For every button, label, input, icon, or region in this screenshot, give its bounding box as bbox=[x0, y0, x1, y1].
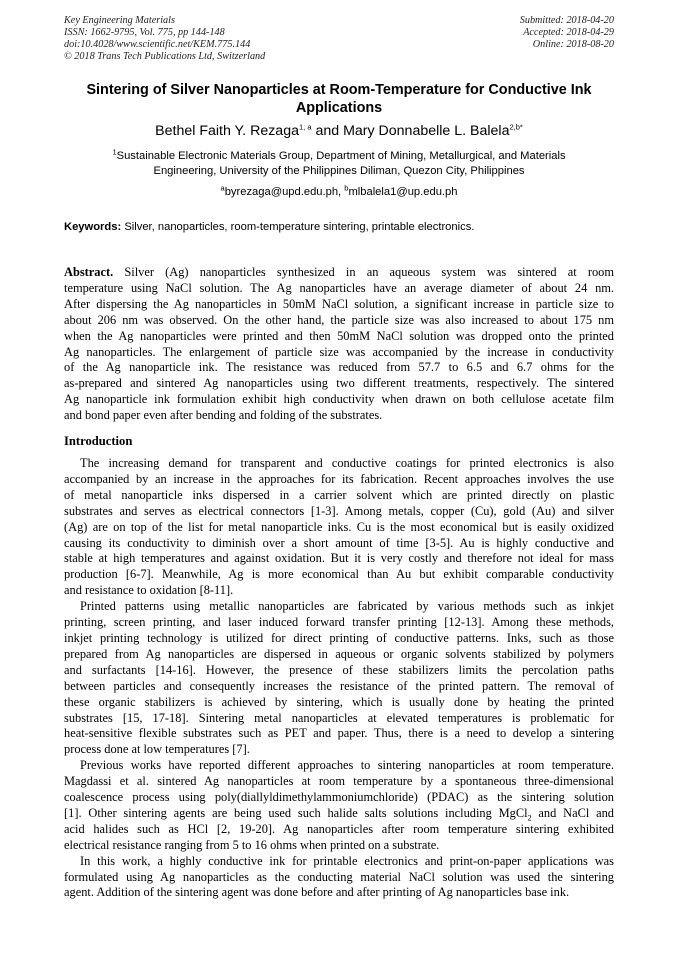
paragraph-line: causing its conductivity to diminish over a short amount of time [3-5]. Au is highly conductive and bbox=[64, 535, 614, 550]
submitted-date: Submitted: 2018-04-20 bbox=[519, 15, 614, 26]
paragraph-line: between particles and consequently increases the resistance of the printed pattern. The removal of bbox=[64, 678, 614, 693]
paragraph-line: coalescence process using poly(diallyldimethylammoniumchloride) (PDAC) as the sintering solution bbox=[64, 790, 614, 805]
paragraph-line: stable at high temperatures and against oxidation. But it is very costly and therefore not ideal for mass bbox=[64, 551, 614, 566]
submission-dates bbox=[520, 15, 614, 51]
author-emails bbox=[64, 185, 614, 200]
introduction-heading: Introduction bbox=[64, 434, 133, 448]
author-list bbox=[64, 122, 614, 140]
journal-header bbox=[64, 15, 265, 63]
author-separator: and bbox=[311, 123, 344, 139]
abstract-line: when the Ag nanoparticles were printed and then 50mM NaCl solution was dropped onto the printed bbox=[64, 328, 614, 343]
email-b-mark: b bbox=[344, 183, 349, 193]
abstract bbox=[64, 265, 614, 424]
abstract-line: and bond paper even after bending and folding of the substrates. bbox=[64, 408, 383, 423]
paper-title: Sintering of Silver Nanoparticles at Room-Temperature for Conductive Ink Applications bbox=[86, 82, 592, 116]
online-date: Online: 2018-08-20 bbox=[532, 39, 614, 50]
abstract-line: Abstract. Silver (Ag) nanoparticles synthesized in an aqueous system was sintered at room bbox=[64, 265, 614, 279]
author-1: Bethel Faith Y. Rezaga bbox=[155, 123, 299, 139]
abstract-line: After dispersing the Ag nanoparticles in 50mM NaCl solution, a significant increase in particle size to bbox=[64, 296, 614, 311]
author-2: Mary Donnabelle L. Balela bbox=[343, 123, 510, 139]
accepted-date: Accepted: 2018-04-29 bbox=[523, 27, 614, 38]
paragraph-line: In this work, a highly conductive ink for printable electronics and print-on-paper applications was bbox=[80, 853, 614, 868]
paragraph-line: of metal nanoparticle inks dispersed in a carrier solvent which are printed directly on plastic bbox=[64, 487, 614, 502]
keywords-text: Silver, nanoparticles, room-temperature sintering, printable electronics. bbox=[124, 221, 475, 233]
journal-copyright: © 2018 Trans Tech Publications Ltd, Switzerland bbox=[64, 51, 266, 62]
paragraph-line: [1]. Other sintering agents are being used such halide salts solutions including MgCl$_2$ and NaCl and bbox=[64, 805, 614, 823]
paragraph-line: heat-sensitive flexible substrates such as PET and paper. Thus, there is a need to develop a sintering bbox=[64, 726, 614, 741]
journal-doi: doi:10.4028/www.scientific.net/KEM.775.144 bbox=[64, 39, 251, 50]
paragraph-line: agent. Addition of the sintering agent was done before and after printing of Ag nanoparticles base ink. bbox=[64, 885, 570, 900]
abstract-line: as-prepared and sintered Ag nanoparticles using two different treatments, respectively. The sintered bbox=[64, 376, 614, 391]
paragraph-line: electrical resistance ranging from 5 to 16 ohms when printed on a substrate. bbox=[64, 837, 440, 852]
author-1-affiliation-mark: 1, a bbox=[298, 122, 312, 132]
paragraph-line: prepared from Ag nanoparticles are dispersed in aqueous or organic solvents stabilized by polymers bbox=[64, 646, 614, 661]
email-b[interactable]: mlbalela1@up.edu.ph bbox=[348, 186, 458, 198]
email-a[interactable]: byrezaga@upd.edu.ph, bbox=[224, 186, 345, 198]
paragraph-line: printing, screen printing, and laser induced forward transfer printing [12-13]. Among these methods, bbox=[64, 615, 614, 630]
paragraph-line: and surfactants [14-16]. However, the presence of these stabilizers limits the percolation paths bbox=[64, 662, 614, 677]
paragraph-line: Previous works have reported different approaches to sintering nanoparticles at room temperature. bbox=[80, 758, 614, 773]
paragraph-line: inkjet printing technology is utilized for direct printing of conductive patterns. Inks, such as those bbox=[64, 630, 614, 645]
abstract-line: about 206 nm was observed. On the other hand, the particle size was also increased to about 175 nm bbox=[64, 312, 614, 327]
paragraph-line: process done at low temperatures [7]. bbox=[64, 742, 250, 757]
keywords-label: Keywords: bbox=[64, 221, 125, 233]
paragraph-line: accompanied by an increase in the approaches for its fabrication. Recent approaches involves the use bbox=[64, 471, 614, 486]
abstract-line: of the Ag nanoparticle ink. The resistance was reduced from 57.7 to 6.5 and 6.7 ohms for the bbox=[64, 360, 614, 375]
paragraph-line: and resistance to oxidation [8-11]. bbox=[64, 583, 234, 598]
paragraph-line: formulated using Ag nanoparticles as the conducting material NaCl solution was used the sintering bbox=[64, 869, 614, 884]
paragraph-line: The increasing demand for transparent and conductive coatings for printed electronics is also bbox=[80, 456, 614, 470]
affiliation-line-1: Sustainable Electronic Materials Group, Department of Mining, Metallurgical, and Materials bbox=[116, 150, 566, 162]
paragraph-line: substrates [15, 17-18]. Sintering metal nanoparticles at elevated temperatures is problematic for bbox=[64, 710, 614, 725]
paragraph-line: Printed patterns using metallic nanoparticles are fabricated by various methods such as inkjet bbox=[80, 599, 614, 614]
paragraph-line: substrates and serves as electrical connectors [1-3]. Among metals, copper (Cu), gold (Au) and silver bbox=[64, 503, 614, 518]
paragraph-line: (Ag) are on top of the list for metal nanoparticle inks. Cu is the most economical but is easily oxidized bbox=[64, 519, 614, 534]
email-a-mark: a bbox=[220, 183, 225, 193]
abstract-line: temperature using NaCl solution. The Ag nanoparticles have an average diameter of about 24 nm. bbox=[64, 280, 614, 295]
keywords bbox=[64, 220, 614, 235]
journal-issn: ISSN: 1662-9795, Vol. 775, pp 144-148 bbox=[64, 27, 225, 38]
abstract-label: Abstract. bbox=[64, 265, 114, 279]
introduction-body bbox=[64, 456, 614, 901]
abstract-line: Ag nanoparticle ink formulation exhibit high conductivity when drawn on both cellulose acetate film bbox=[64, 392, 614, 407]
paragraph-line: Magdassi et al. sintered Ag nanoparticles at room temperature by a spontaneous three-dimensional bbox=[64, 774, 614, 789]
paragraph-line: production [6-7]. Meanwhile, Ag is more economical than Au but exhibit comparable conductivity bbox=[64, 567, 614, 582]
paragraph-line: acid halides such as HCl [2, 19-20]. Ag nanoparticles after room temperature sintering exhibited bbox=[64, 821, 614, 836]
paragraph-line: these organic stabilizers is achieved by sintering, which is usually done by heating the printed bbox=[64, 694, 614, 709]
affiliation-line-2: Engineering, University of the Philippines Diliman, Quezon City, Philippines bbox=[153, 165, 525, 177]
abstract-line: Ag nanoparticles. The enlargement of particle size was accompanied by the increase in conductivity bbox=[64, 344, 614, 359]
affiliation bbox=[64, 149, 614, 179]
affiliation-mark: 1 bbox=[112, 147, 117, 157]
author-2-affiliation-mark: 2,b* bbox=[509, 122, 523, 132]
journal-name: Key Engineering Materials bbox=[64, 15, 175, 26]
subscript-2: 2 bbox=[527, 813, 532, 823]
